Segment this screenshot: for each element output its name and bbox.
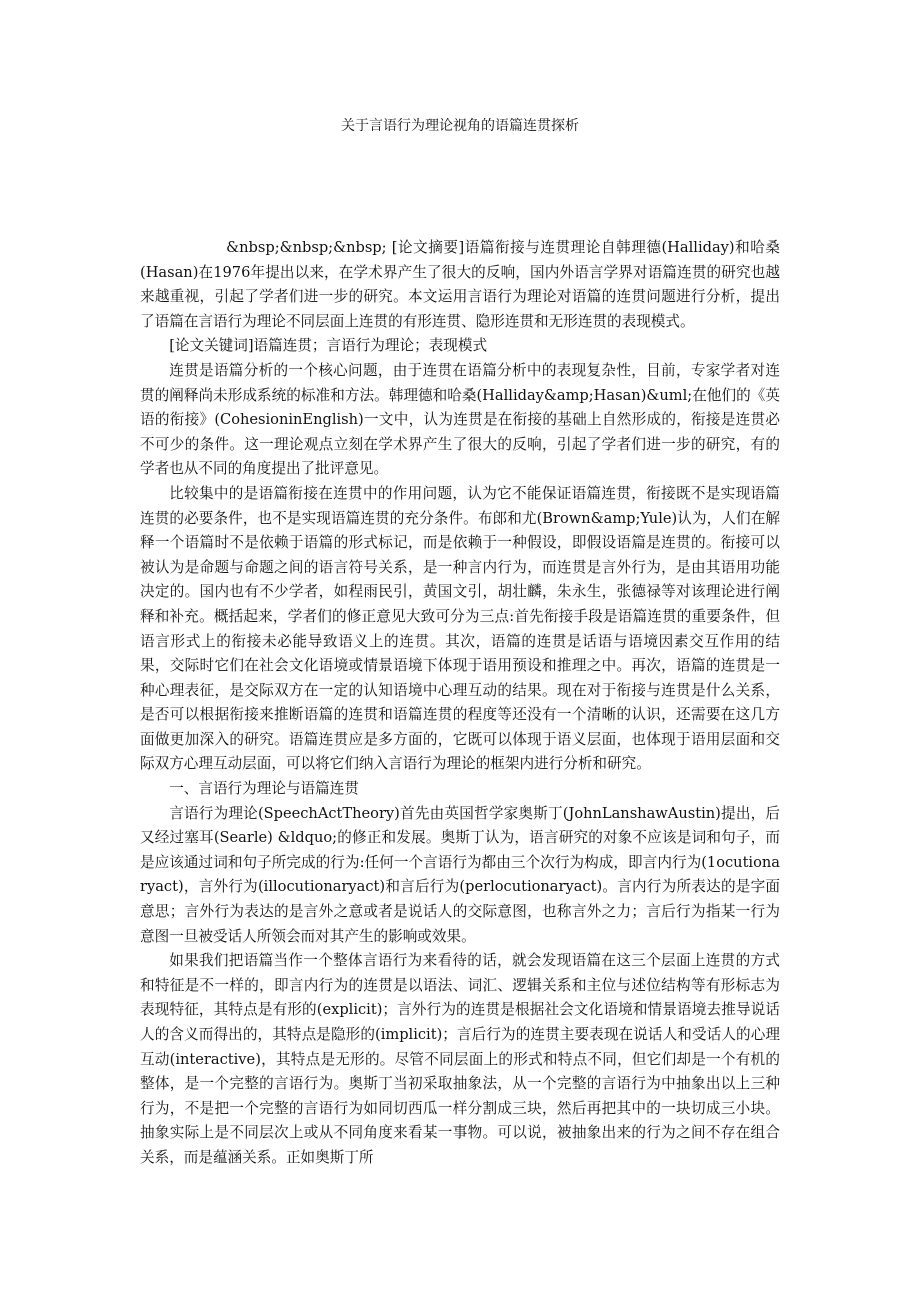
document-body — [140, 236, 780, 1171]
section-heading: 一、言语行为理论与语篇连贯 — [169, 780, 359, 798]
body-paragraph: 连贯是语篇分析的一个核心问题，由于连贯在语篇分析中的表现复杂性，目前，专家学者对连贯的阐释尚未形成系统的标准和方法。韩理德和哈桑(Halliday&amp;Hasan)&uml;在他们的《英语的衔接》(CohesioninEnglish)一文中，认为连贯是在衔接的基础上自然形成的，衔接是连贯必不可少的条件。这一理论观点立刻在学术界产生了很大的反响，引起了学者们进一步的研究，有的学者也从不同的角度提出了批评意见。 — [140, 361, 780, 478]
document-title: 关于言语行为理论视角的语篇连贯探析 — [341, 118, 579, 134]
body-paragraph: 比较集中的是语篇衔接在连贯中的作用问题，认为它不能保证语篇连贯，衔接既不是实现语篇连贯的必要条件，也不是实现语篇连贯的充分条件。布郎和尤(Brown&amp;Yule)认为，人们在解释一个语篇时不是依赖于语篇的形式标记，而是依赖于一种假设，即假设语篇是连贯的。衔接可以被认为是命题与命题之间的语言符号关系，是一种言内行为，而连贯是言外行为，是由其语用功能决定的。国内也有不少学者，如程雨民引，黄国文引，胡壮麟，朱永生，张德禄等对该理论进行阐释和补充。概括起来，学者们的修正意见大致可分为三点:首先衔接手段是语篇连贯的重要条件，但语言形式上的衔接未必能导致语义上的连贯。其次，语篇的连贯是话语与语境因素交互作用的结果，交际时它们在社会文化语境或情景语境下体现于语用预设和推理之中。再次，语篇的连贯是一种心理表征，是交际双方在一定的认知语境中心理互动的结果。现在对于衔接与连贯是什么关系，是否可以根据衔接来推断语篇的连贯和语篇连贯的程度等还没有一个清晰的认识，还需要在这几方面做更加深入的研究。语篇连贯应是多方面的，它既可以体现于语义层面，也体现于语用层面和交际双方心理互动层面，可以将它们纳入言语行为理论的框架内进行分析和研究。 — [140, 484, 780, 773]
keywords-paragraph: [论文关键词]语篇连贯；言语行为理论；表现模式 — [169, 337, 488, 355]
body-paragraph: 言语行为理论(SpeechActTheory)首先由英国哲学家奥斯丁(JohnLanshawAustin)提出，后又经过塞耳(Searle) &ldquo;的修正和发展。奥斯丁认为，语言研究的对象不应该是词和句子，而是应该通过词和句子所完成的行为:任何一个言语行为都由三个次行为构成，即言内行为(1ocutionaryact)，言外行为(illocutionaryact)和言后行为(perlocutionaryact)。言内行为所表达的是字面意思；言外行为表达的是言外之意或者是说话人的交际意图，也称言外之力；言后行为指某一行为意图一旦被受话人所领会而对其产生的影响或效果。 — [140, 804, 780, 945]
abstract-paragraph: &nbsp;&nbsp;&nbsp; [论文摘要]语篇衔接与连贯理论自韩理德(Halliday)和哈桑(Hasan)在1976年提出以来，在学术界产生了很大的反响，国内外语言学界对语篇连贯的研究也越来越重视，引起了学者们进一步的研究。本文运用言语行为理论对语篇的连贯问题进行分析，提出了语篇在言语行为理论不同层面上连贯的有形连贯、隐形连贯和无形连贯的表现模式。 — [140, 239, 780, 330]
body-paragraph: 如果我们把语篇当作一个整体言语行为来看待的话，就会发现语篇在这三个层面上连贯的方式和特征是不一样的，即言内行为的连贯是以语法、词汇、逻辑关系和主位与述位结构等有形标志为表现特征，其特点是有形的(explicit)；言外行为的连贯是根据社会文化语境和情景语境去推导说话人的含义而得出的，其特点是隐形的(implicit)；言后行为的连贯主要表现在说话人和受话人的心理互动(interactive)，其特点是无形的。尽管不同层面上的形式和特点不同，但它们却是一个有机的整体，是一个完整的言语行为。奥斯丁当初采取抽象法，从一个完整的言语行为中抽象出以上三种行为，不是把一个完整的言语行为如同切西瓜一样分割成三块，然后再把其中的一块切成三小块。抽象实际上是不同层次上或从不同角度来看某一事物。可以说，被抽象出来的行为之间不存在组合关系，而是蕴涵关系。正如奥斯丁所 — [140, 952, 780, 1166]
